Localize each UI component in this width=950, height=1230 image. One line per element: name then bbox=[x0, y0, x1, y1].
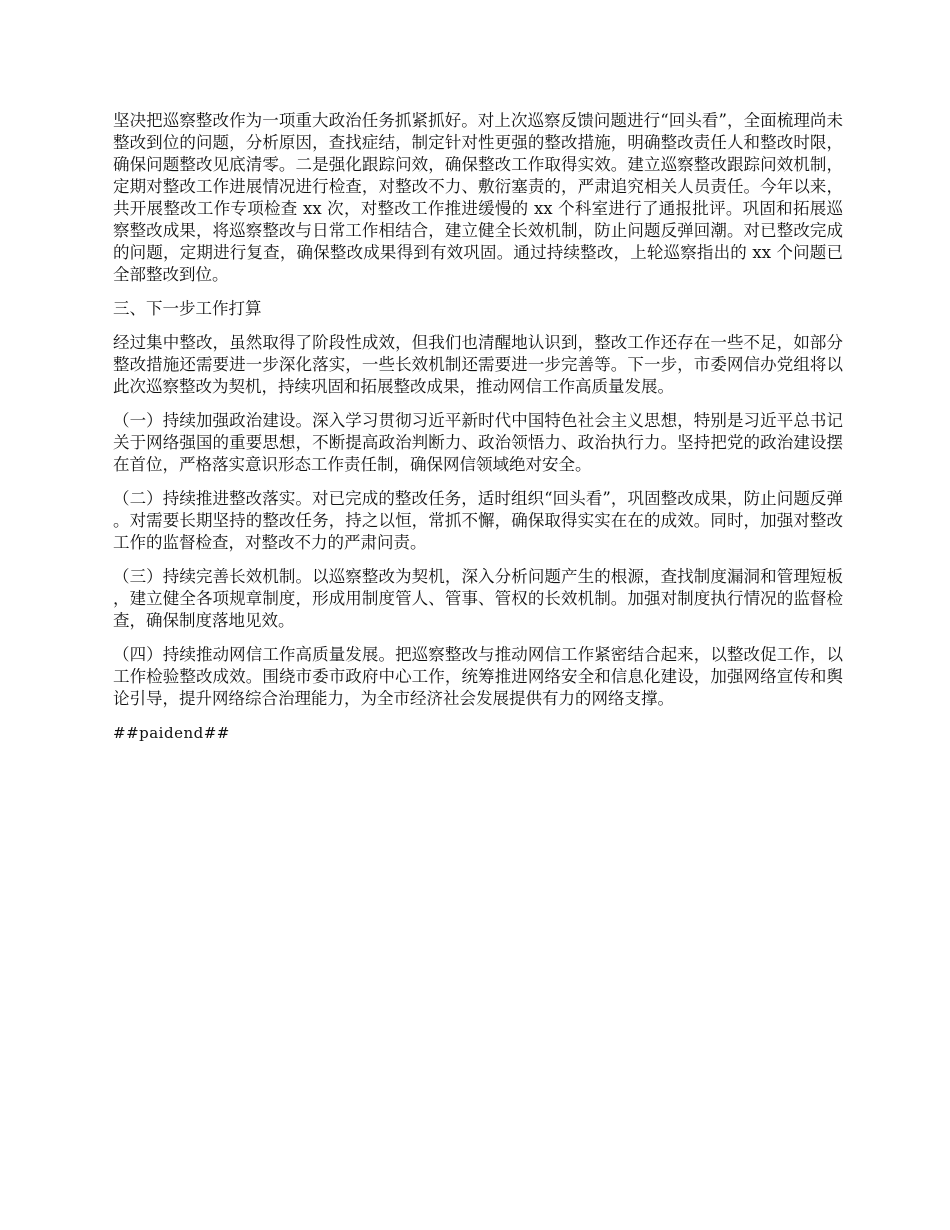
list-item-rectification-implementation: （二）持续推进整改落实。对已完成的整改任务，适时组织“回头看”，巩固整改成果，防止问题反弹。对需要长期坚持的整改任务，持之以恒，常抓不懈，确保取得实实在在的成效。同时，加强对整改工作的监督检查，对整改不力的严肃问责。 bbox=[113, 489, 843, 552]
paragraph-rectification-progress: 坚决把巡察整改作为一项重大政治任务抓紧抓好。对上次巡察反馈问题进行“回头看”，全面梳理尚未整改到位的问题，分析原因，查找症结，制定针对性更强的整改措施，明确整改责任人和整改时限，确保问题整改见底清零。二是强化跟踪问效，确保整改工作取得实效。建立巡察整改跟踪问效机制，定期对整改工作进展情况进行检查，对整改不力、敷衍塞责的，严肃追究相关人员责任。今年以来，共开展整改工作专项检查 xx 次，对整改工作推进缓慢的 xx 个科室进行了通报批评。巩固和拓展巡察整改成果，将巡察整改与日常工作相结合，建立健全长效机制，防止问题反弹回潮。对已整改完成的问题，定期进行复查，确保整改成果得到有效巩固。通过持续整改，上轮巡察指出的 xx 个问题已全部整改到位。 bbox=[113, 111, 843, 284]
list-item-political-building: （一）持续加强政治建设。深入学习贯彻习近平新时代中国特色社会主义思想，特别是习近平总书记关于网络强国的重要思想，不断提高政治判断力、政治领悟力、政治执行力。坚持把党的政治建设摆在首位，严格落实意识形态工作责任制，确保网信领域绝对安全。 bbox=[113, 411, 843, 474]
paragraph-next-steps-intro: 经过集中整改，虽然取得了阶段性成效，但我们也清醒地认识到，整改工作还存在一些不足，如部分整改措施还需要进一步深化落实，一些长效机制还需要进一步完善等。下一步，市委网信办党组将以此次巡察整改为契机，持续巩固和拓展整改成果，推动网信工作高质量发展。 bbox=[113, 333, 843, 396]
end-marker: ##paidend## bbox=[113, 724, 230, 742]
section-heading: 三、下一步工作打算 bbox=[113, 299, 262, 318]
list-item-long-term-mechanism: （三）持续完善长效机制。以巡察整改为契机，深入分析问题产生的根源，查找制度漏洞和管理短板，建立健全各项规章制度，形成用制度管人、管事、管权的长效机制。加强对制度执行情况的监督检查，确保制度落地见效。 bbox=[113, 567, 843, 630]
list-item-high-quality-development: （四）持续推动网信工作高质量发展。把巡察整改与推动网信工作紧密结合起来，以整改促工作，以工作检验整改成效。围绕市委市政府中心工作，统筹推进网络安全和信息化建设，加强网络宣传和舆论引导，提升网络综合治理能力，为全市经济社会发展提供有力的网络支撑。 bbox=[113, 645, 843, 708]
document-body bbox=[113, 110, 843, 744]
